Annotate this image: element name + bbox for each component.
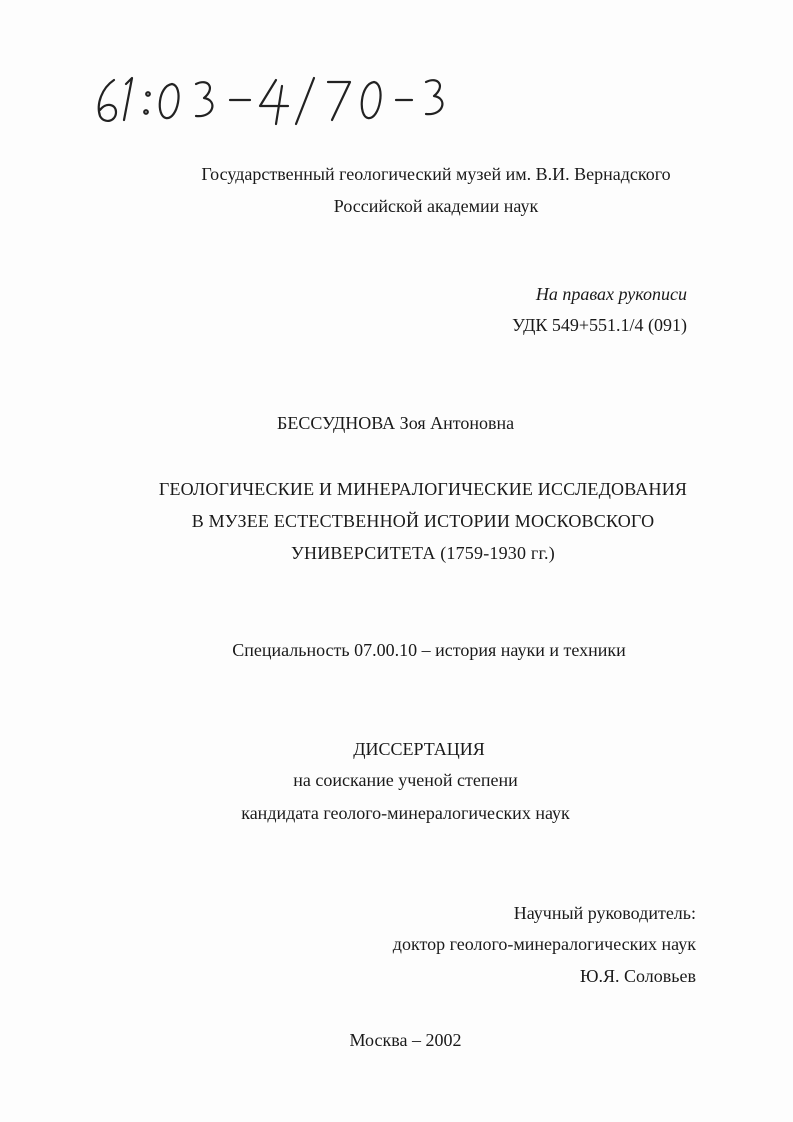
dissertation-heading: ДИССЕРТАЦИЯ <box>353 739 485 759</box>
dissertation-line-2: кандидата геолого-минералогических наук <box>241 803 570 823</box>
handwritten-shelfmark-drawing <box>92 70 452 130</box>
manuscript-rights-note: На правах рукописи <box>535 284 687 304</box>
supervisor-degree: доктор геолого-минералогических наук <box>392 934 696 954</box>
institution-line-2: Российской академии наук <box>333 196 539 216</box>
institution-line-1: Государственный геологический музей им. В.И. Вернадского <box>201 164 671 184</box>
title-line-1: ГЕОЛОГИЧЕСКИЕ И МИНЕРАЛОГИЧЕСКИЕ ИССЛЕДОВАНИЯ <box>158 479 688 499</box>
dissertation-line-1: на соискание ученой степени <box>293 770 518 790</box>
title-line-2: В МУЗЕЕ ЕСТЕСТВЕННОЙ ИСТОРИИ МОСКОВСКОГО <box>191 511 655 531</box>
supervisor-label: Научный руководитель: <box>513 903 696 923</box>
specialty: Специальность 07.00.10 – история науки и техники <box>232 640 626 660</box>
supervisor-name: Ю.Я. Соловьев <box>580 966 696 986</box>
author-name: БЕССУДНОВА Зоя Антоновна <box>277 413 515 433</box>
place-and-year: Москва – 2002 <box>349 1030 462 1050</box>
handwritten-shelfmark <box>92 70 452 130</box>
title-line-3: УНИВЕРСИТЕТА (1759-1930 гг.) <box>291 543 555 563</box>
udc-code: УДК 549+551.1/4 (091) <box>512 315 687 335</box>
